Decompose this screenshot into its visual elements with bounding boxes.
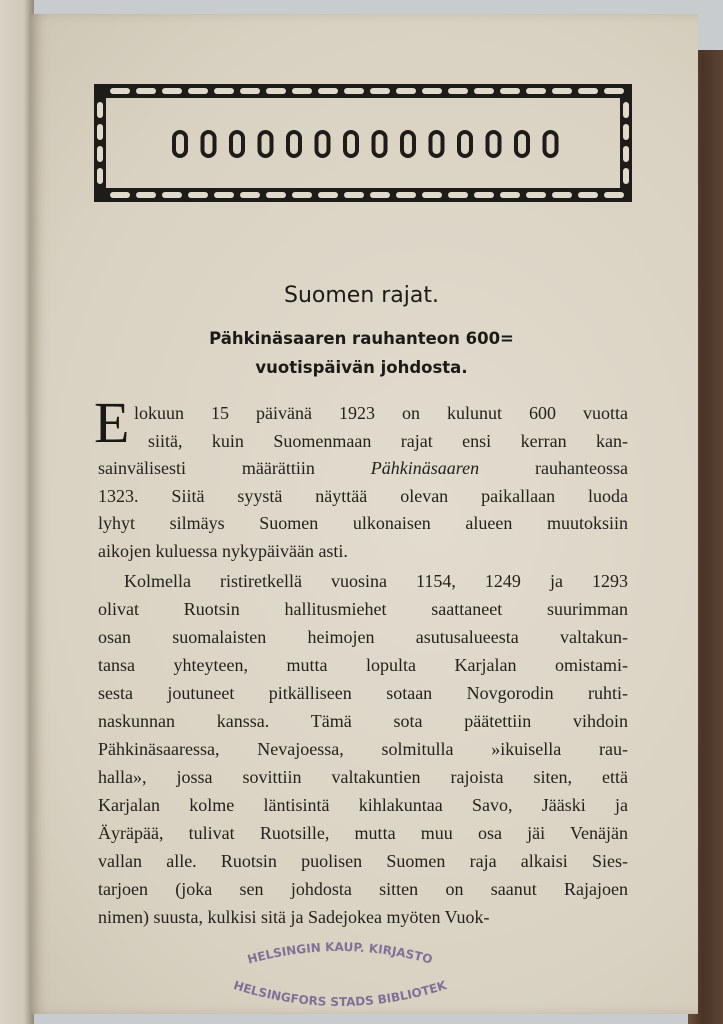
text-segment: sainvälisesti määrättiin <box>98 458 371 478</box>
subtitle-line-1: Pähkinäsaaren rauhanteon 600= <box>209 329 514 348</box>
decorative-ornament-border <box>94 84 632 202</box>
text-line: 1323. Siitä syystä näyttää olevan paikallaan luoda <box>98 486 628 506</box>
text-line: vallan alle. Ruotsin puolisen Suomen raja alkaisi Sies- <box>98 851 628 871</box>
text-line: tarjoen (joka sen johdosta sitten on saanut Rajajoen <box>98 879 628 899</box>
page-title: Suomen rajat. <box>283 283 439 308</box>
text-segment: rauhanteossa <box>479 458 628 478</box>
stamp-inner-text: HELSINGIN KAUP. KIRJASTO <box>245 939 435 967</box>
text-line: tansa yhteyteen, mutta lopulta Karjalan omistami- <box>98 655 628 675</box>
subtitle-line-2: vuotispäivän johdosta. <box>255 358 468 377</box>
text-line: naskunnan kanssa. Tämä sota päätettiin vihdoin <box>98 711 628 731</box>
text-line: Kolmella ristiretkellä vuosina 1154, 1249 ja 1293 <box>124 571 628 591</box>
text-line: Äyräpää, tulivat Ruotsille, mutta muu osa jäi Venäjän <box>98 823 628 843</box>
text-line: Pähkinäsaaressa, Nevajoessa, solmitulla »ikuisella rau- <box>98 739 628 759</box>
text-line <box>98 457 628 479</box>
text-line: osan suomalaisten heimojen asutusalueesta valtakun- <box>98 627 628 647</box>
text-line: Karjalan kolme läntisintä kihlakuntaa Savo, Jääski ja <box>98 795 628 815</box>
drop-cap: E <box>94 390 130 455</box>
left-page-edge <box>0 0 34 1024</box>
text-line: aikojen kuluessa nykypäivään asti. <box>98 541 348 561</box>
text-line: halla», jossa sovittiin valtakuntien rajoista siten, että <box>98 767 628 787</box>
stamp-outer-text: HELSINGFORS STADS BIBLIOTEK <box>231 978 449 1010</box>
library-stamp <box>210 934 470 1018</box>
text-line: nimen) suusta, kulkisi sitä ja Sadejokea myöten Vuok- <box>98 907 490 927</box>
text-line: siitä, kuin Suomenmaan rajat ensi kerran kan- <box>148 431 628 451</box>
text-line: lyhyt silmäys Suomen ulkonaisen alueen muutoksiin <box>98 513 628 533</box>
italic-place-name: Pähkinäsaaren <box>370 458 480 478</box>
text-line: sesta joutuneet pitkälliseen sotaan Novgorodin ruhti- <box>98 683 628 703</box>
text-line: olivat Ruotsin hallitusmiehet saattaneet suurimman <box>98 599 628 619</box>
text-line: lokuun 15 päivänä 1923 on kulunut 600 vuotta <box>134 403 628 423</box>
